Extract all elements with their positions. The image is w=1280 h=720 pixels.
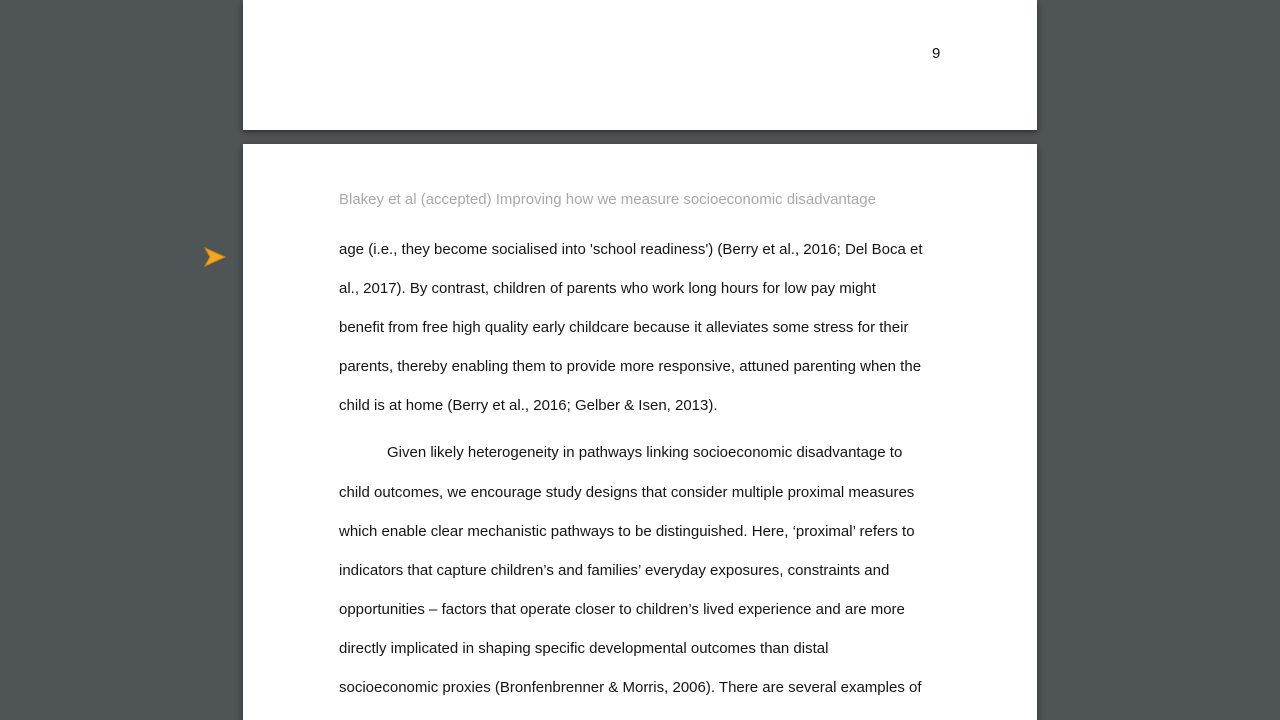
- paragraph-spacer: [339, 426, 949, 434]
- text-line: child is at home (Berry et al., 2016; Gelber & Isen, 2013).: [339, 397, 718, 415]
- page-9: [243, 0, 1037, 130]
- text-line: indicators that capture children’s and families’ everyday exposures, constraints and: [339, 561, 890, 579]
- text-line: socioeconomic proxies (Bronfenbrenner & Morris, 2006). There are several examples of: [339, 679, 922, 697]
- page-10: [243, 144, 1037, 720]
- body-text: [339, 231, 949, 708]
- paragraph: [339, 434, 949, 708]
- running-head: Blakey et al (accepted) Improving how we measure socioeconomic disadvantage: [339, 191, 876, 208]
- text-line: age (i.e., they become socialised into 'school readiness') (Berry et al., 2016; Del Boca et: [339, 241, 923, 258]
- text-line: al., 2017). By contrast, children of parents who work long hours for low pay might: [339, 280, 876, 298]
- arrowhead-pointer-icon: [204, 246, 226, 268]
- page-number: 9: [932, 45, 941, 62]
- text-line: opportunities – factors that operate closer to children’s lived experience and are more: [339, 600, 905, 618]
- text-line: child outcomes, we encourage study designs that consider multiple proximal measures: [339, 483, 915, 501]
- text-line: which enable clear mechanistic pathways to be distinguished. Here, ‘proximal’ refers to: [339, 522, 915, 540]
- text-line: Given likely heterogeneity in pathways linking socioeconomic disadvantage to: [387, 444, 903, 462]
- text-line: directly implicated in shaping specific developmental outcomes than distal: [339, 639, 829, 657]
- text-line: parents, thereby enabling them to provide more responsive, attuned parenting when the: [339, 358, 922, 376]
- paragraph: [339, 231, 949, 426]
- text-line: benefit from free high quality early childcare because it alleviates some stress for their: [339, 319, 909, 337]
